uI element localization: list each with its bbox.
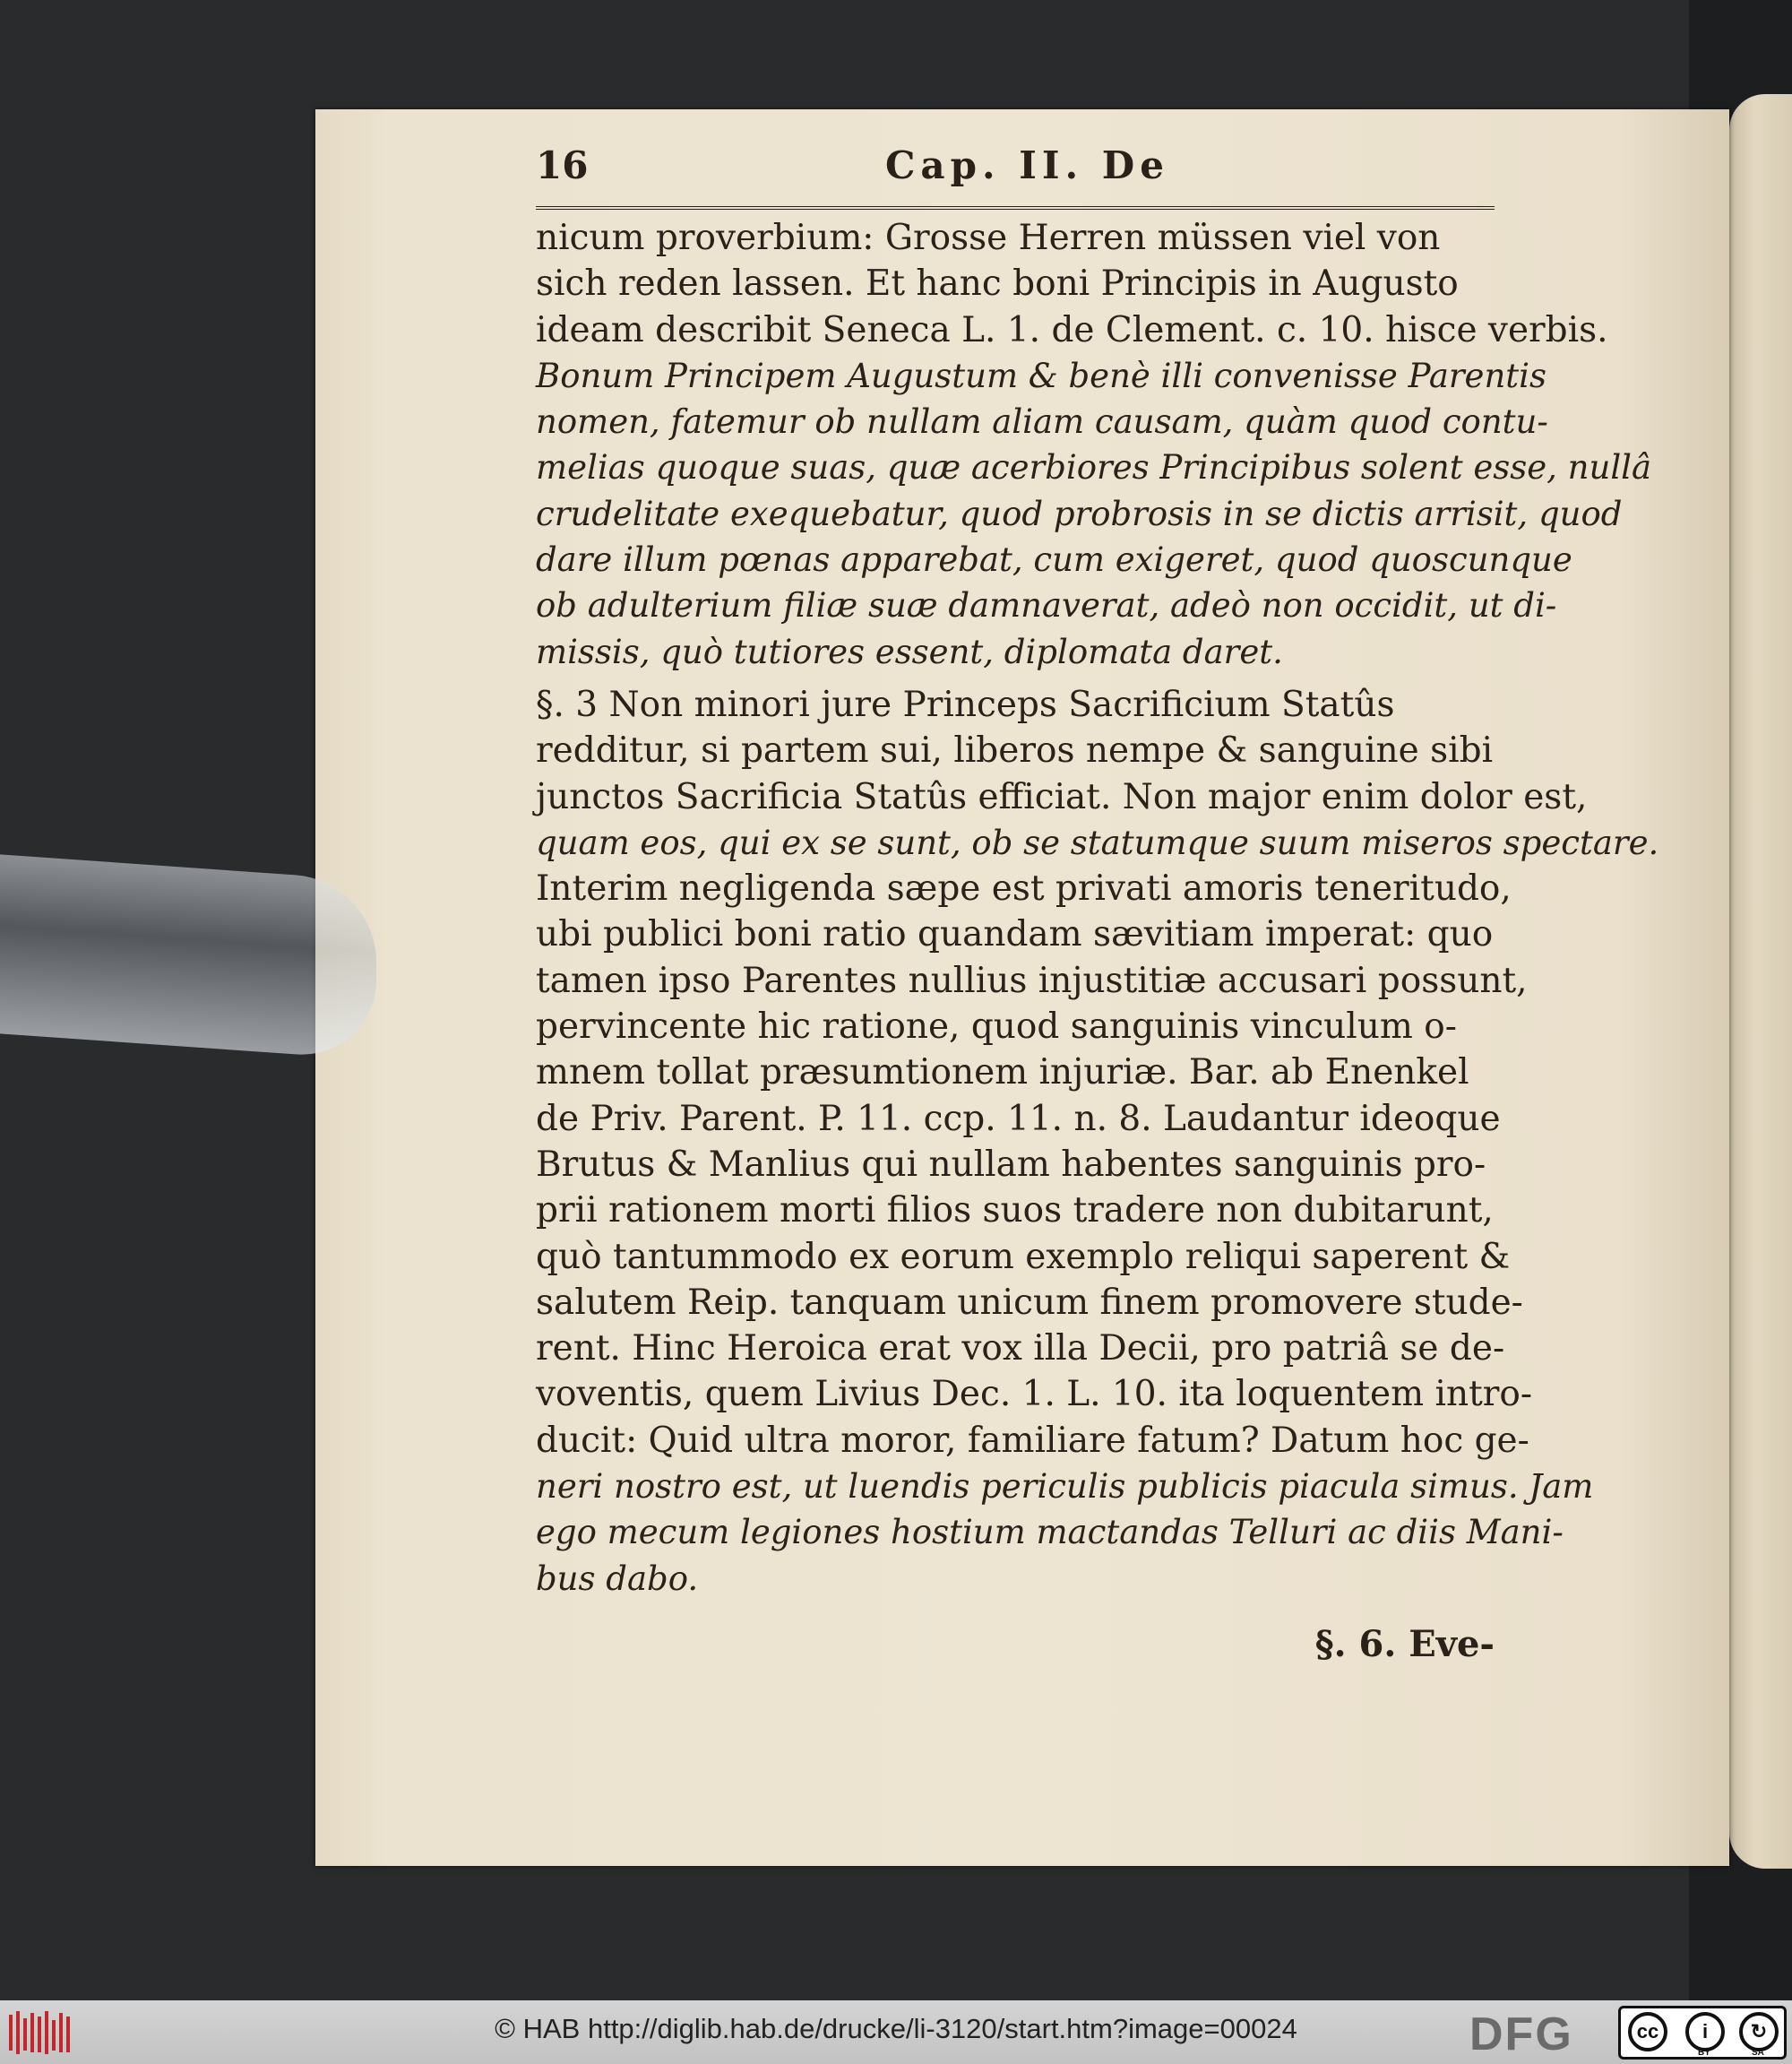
body-text: [536, 215, 1659, 1602]
text-line: dare illum pœnas apparebat, cum exigeret, quod quoscunque: [536, 540, 1572, 580]
text-line: Bonum Principem Augustum & benè illi convenisse Parentis: [536, 356, 1546, 395]
text-line: missis, quò tutiores essent, diplomata daret.: [536, 632, 1283, 671]
by-label: BY: [1698, 2048, 1710, 2058]
text-line: bus dabo.: [536, 1559, 699, 1598]
page-clip: [0, 854, 376, 1059]
text-line: ducit: Quid ultra moror, familiare fatum? Datum hoc ge-: [536, 1420, 1529, 1461]
text-line: junctos Sacrificia Statûs efficiat. Non major enim dolor est,: [536, 776, 1588, 817]
text-line: pervincente hic ratione, quod sanguinis vinculum o-: [536, 1006, 1457, 1048]
text-line: redditur, si partem sui, liberos nempe & sanguine sibi: [536, 730, 1494, 772]
page-header: [536, 143, 1495, 199]
running-head: Cap. II. De: [885, 143, 1169, 187]
paragraph-gap: [536, 675, 1495, 682]
text-line: mnem tollat præsumtionem injuriæ. Bar. ab Enenkel: [536, 1052, 1469, 1093]
catchword: §. 6. Eve-: [1314, 1622, 1495, 1665]
text-line: neri nostro est, ut luendis periculis publicis piacula simus. Jam: [536, 1467, 1594, 1507]
text-line: prii rationem morti filios suos tradere non dubitarunt,: [536, 1190, 1494, 1231]
viewer-footer: [0, 2000, 1792, 2064]
text-line: de Priv. Parent. P. 11. ccp. 11. n. 8. Laudantur ideoque: [536, 1098, 1501, 1139]
text-line: rent. Hinc Heroica erat vox illa Decii, pro patriâ se de-: [536, 1328, 1505, 1369]
sa-sharealike-icon: ↻: [1739, 2012, 1779, 2051]
cc-icon: cc: [1628, 2012, 1667, 2051]
copyright-url[interactable]: © HAB http://diglib.hab.de/drucke/li-3120/start.htm?image=00024: [495, 2013, 1297, 2044]
text-line: crudelitate exequebatur, quod probrosis in se dictis arrisit, quod: [536, 494, 1623, 533]
text-line: Brutus & Manlius qui nullam habentes sanguinis pro-: [536, 1144, 1486, 1185]
text-line: nicum proverbium: Grosse Herren müssen viel von: [536, 218, 1441, 258]
text-line: melias quoque suas, quæ acerbiores Principibus solent esse, nullâ: [536, 448, 1652, 488]
text-line: ideam describit Seneca L. 1. de Clement. c. 10. hisce verbis.: [536, 309, 1608, 350]
text-line: quam eos, qui ex se sunt, ob se statumque suum miseros spectare.: [536, 823, 1659, 862]
text-line: quò tantummodo ex eorum exemplo reliqui saperent &: [536, 1236, 1511, 1277]
cc-license-badge[interactable]: [1618, 2006, 1787, 2060]
page-text-block: [536, 143, 1659, 1665]
text-line: ubi publici boni ratio quandam sævitiam imperat: quo: [536, 914, 1494, 955]
text-line: §. 3 Non minori jure Princeps Sacrificium Statûs: [536, 684, 1395, 725]
text-line: sich reden lassen. Et hanc boni Principis in Augusto: [536, 263, 1459, 305]
text-line: Interim negligenda sæpe est privati amoris teneritudo,: [536, 868, 1512, 910]
page-number: 16: [536, 143, 589, 187]
dfg-logo: DFG: [1469, 2008, 1573, 2060]
text-line: salutem Reip. tanquam unicum finem promovere stude-: [536, 1282, 1523, 1323]
next-page-edge: [1729, 94, 1792, 1869]
sa-label: SA: [1752, 2048, 1764, 2058]
header-rule: [536, 206, 1495, 210]
text-line: voventis, quem Livius Dec. 1. L. 10. ita loquentem intro-: [536, 1374, 1533, 1415]
text-line: ego mecum legiones hostium mactandas Telluri ac diis Mani-: [536, 1513, 1564, 1552]
text-line: ob adulterium filiæ suæ damnaverat, adeò non occidit, ut di-: [536, 586, 1557, 626]
by-attribution-icon: i: [1685, 2012, 1725, 2051]
text-line: tamen ipso Parentes nullius injustitiæ accusari possunt,: [536, 960, 1528, 1001]
text-line: nomen, fatemur ob nullam aliam causam, quàm quod contu-: [536, 402, 1548, 442]
